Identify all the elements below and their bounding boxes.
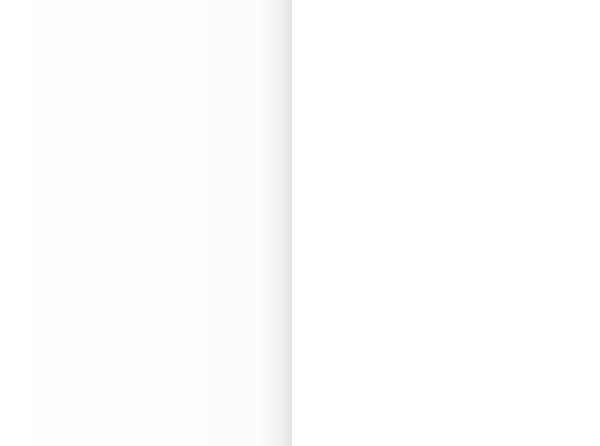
left-page (0, 0, 292, 446)
